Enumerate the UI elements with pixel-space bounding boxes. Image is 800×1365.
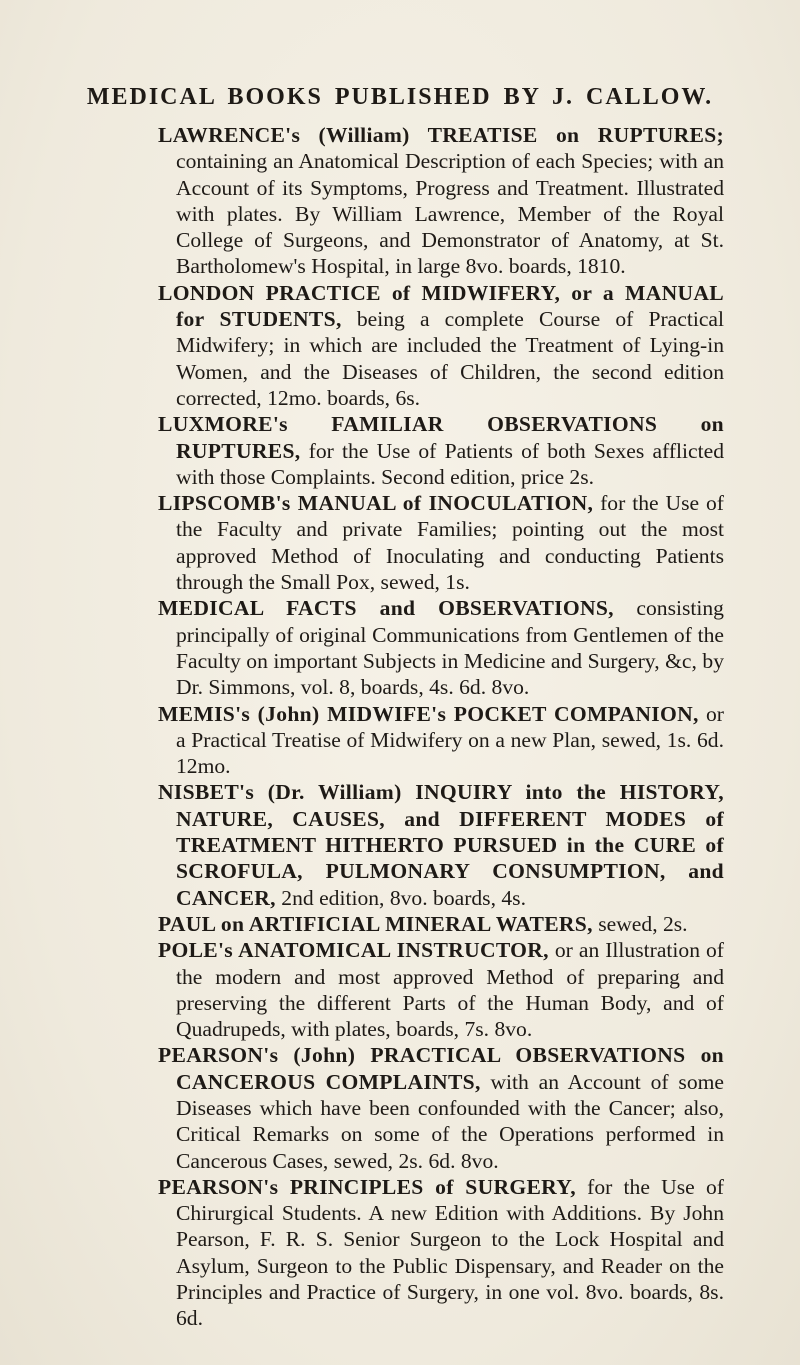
entry-title: PAUL on ARTIFICIAL MINERAL WATERS, — [158, 911, 593, 936]
entry-description: for the Use of Chirurgical Students. A new Edition with Additions. By John Pearson, F. R. S. Senior Surgeon to the Lock Hospital and Asylum, Surgeon to the Public Dispensary, and Reader on the Principles and Practice of Surgery, in one vol. 8vo. boards, 8s. 6d. — [176, 1174, 724, 1331]
book-entry — [158, 1174, 724, 1332]
entry-title: PEARSON's (John) PRACTICAL OBSERVATIONS on CANCEROUS COMPLAINTS, — [158, 1043, 724, 1094]
book-entry — [158, 595, 724, 700]
entry-title: LAWRENCE's (William) TREATISE on RUPTURES; — [158, 123, 724, 147]
entry-title: POLE's ANATOMICAL INSTRUCTOR, — [158, 938, 549, 963]
entry-title: LIPSCOMB's MANUAL of INOCULATION, — [158, 491, 594, 516]
entry-title: PEARSON's PRINCIPLES of SURGERY, — [158, 1174, 576, 1199]
entry-description: sewed, 2s. — [592, 911, 688, 936]
entry-description: consisting principally of original Communications from Gentlemen of the Faculty on important Subjects in Medicine and Surgery, &c, by Dr. Simmons, vol. 8, boards, 4s. 6d. 8vo. — [176, 596, 724, 700]
page-header: MEDICAL BOOKS PUBLISHED BY J. CALLOW. — [86, 84, 714, 110]
entry-title: LUXMORE's FAMILIAR OBSERVATIONS on RUPTURES, — [158, 412, 724, 463]
entry-description: or a Practical Treatise of Midwifery on a new Plan, sewed, 1s. 6d. 12mo. — [176, 701, 724, 779]
entry-description: containing an Anatomical Description of each Species; with an Account of its Symptoms, Progress and Treatment. Illustrated with plates. By William Lawrence, Member of the Royal College of Surgeons, and Demonstrator of Anatomy, at St. Bartholomew's Hospital, in large 8vo. boards, 1810. — [176, 149, 724, 279]
book-list — [158, 122, 724, 1332]
entry-title: NISBET's (Dr. William) INQUIRY into the HISTORY, NATURE, CAUSES, and DIFFERENT MODES of TREATMENT HITHERTO PURSUED in the CURE of SCROFULA, PULMONARY CONSUMPTION, and CANCER, — [158, 780, 724, 910]
book-entry — [158, 911, 724, 937]
entry-description: or an Illustration of the modern and most approved Method of preparing and preserving the different Parts of the Human Body, and of Quadrupeds, with plates, boards, 7s. 8vo. — [176, 938, 724, 1042]
book-entry — [158, 779, 724, 910]
entry-title: LONDON PRACTICE of MIDWIFERY, or a MANUAL for STUDENTS, — [158, 280, 724, 332]
book-entry — [158, 122, 724, 280]
book-entry — [158, 701, 724, 780]
entry-description: with an Account of some Diseases which have been confounded with the Cancer; also, Critical Remarks on some of the Operations performed in Cancerous Cases, sewed, 2s. 6d. 8vo. — [176, 1069, 724, 1173]
entry-description: being a complete Course of Practical Midwifery; in which are included the Treatment of Lying-in Women, and the Diseases of Children, the second edition corrected, 12mo. boards, 6s. — [176, 307, 725, 410]
entry-description: 2nd edition, 8vo. boards, 4s. — [275, 885, 526, 910]
book-entry — [158, 490, 724, 595]
entry-title: MEMIS's (John) MIDWIFE's POCKET COMPANION, — [158, 701, 699, 726]
book-entry — [158, 280, 724, 411]
entry-description: for the Use of the Faculty and private Families; pointing out the most approved Method of Inoculating and conducting Patients through the Small Pox, sewed, 1s. — [176, 491, 724, 595]
book-entry — [158, 937, 724, 1042]
book-entry — [158, 411, 724, 490]
entry-description: for the Use of Patients of both Sexes afflicted with those Complaints. Second edition, price 2s. — [176, 438, 724, 489]
book-entry — [158, 1042, 724, 1173]
entry-title: MEDICAL FACTS and OBSERVATIONS, — [158, 596, 614, 621]
